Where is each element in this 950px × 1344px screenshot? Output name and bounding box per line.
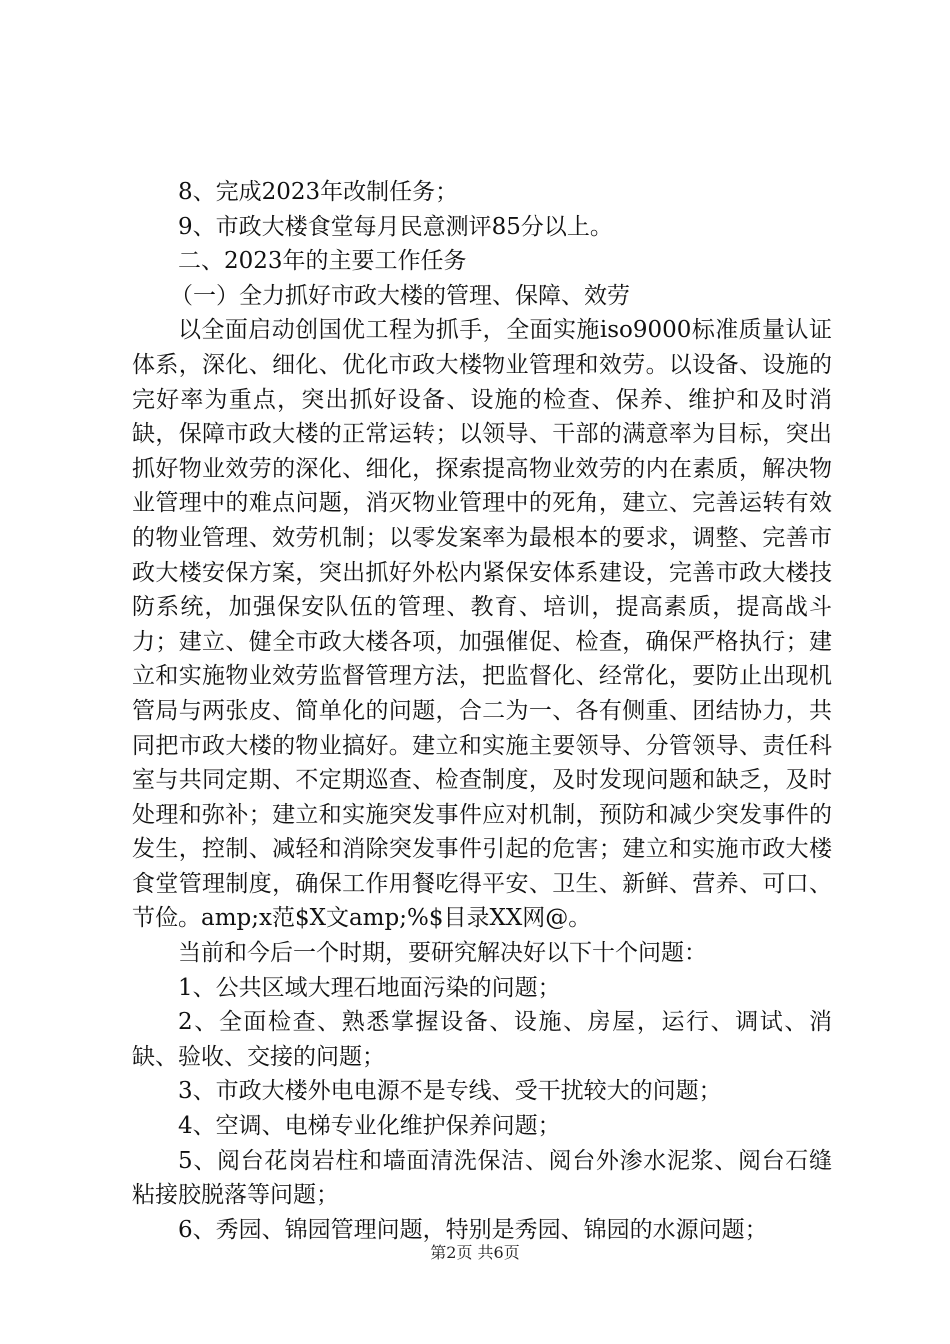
issue-item-5: 5、阅台花岗岩柱和墙面清洗保洁、阅台外渗水泥浆、阅台石缝粘接胶脱落等问题； [132,1147,832,1209]
document-body [132,175,832,1247]
section-heading-2: 二、2023年的主要工作任务 [178,248,467,275]
intro-paragraph: 当前和今后一个时期，要研究解决好以下十个问题： [178,940,707,967]
list-item-9: 9、市政大楼食堂每月民意测评85分以上。 [178,213,613,240]
issue-item-6: 6、秀园、锦园管理问题，特别是秀园、锦园的水源问题； [178,1216,768,1243]
page-footer: 第2页 共6页 [430,1243,520,1262]
issue-item-2: 2、全面检查、熟悉掌握设备、设施、房屋，运行、调试、消缺、验收、交接的问题； [132,1009,832,1070]
issue-item-4: 4、空调、电梯专业化维护保养问题； [178,1113,561,1140]
issue-item-1: 1、公共区域大理石地面污染的问题； [178,974,561,1001]
list-item-8: 8、完成2023年改制任务； [178,179,459,205]
subsection-heading-1: （一）全力抓好市政大楼的管理、保障、效劳 [170,282,630,309]
body-paragraph: 以全面启动创国优工程为抓手，全面实施iso9000标准质量认证体系，深化、细化、优化市政大楼物业管理和效劳。以设备、设施的完好率为重点，突出抓好设备、设施的检查、保养、维护和及时消缺，保障市政大楼的正常运转；以领导、干部的满意率为目标，突出抓好物业效劳的深化、细化，探索提高物业效劳的内在素质，解决物业管理中的难点问题，消灭物业管理中的死角，建立、完善运转有效的物业管理、效劳机制；以零发案率为最根本的要求，调整、完善市政大楼安保方案，突出抓好外松内紧保安体系建设，完善市政大楼技防系统，加强保安队伍的管理、教育、培训，提高素质，提高战斗力；建立、健全市政大楼各项，加强催促、检查，确保严格执行；建立和实施物业效劳监督管理方法，把监督化、经常化，要防止出现机管局与两张皮、简单化的问题，合二为一、各有侧重、团结协力，共同把市政大楼的物业搞好。建立和实施主要领导、分管领导、责任科室与共同定期、不定期巡查、检查制度，及时发现问题和缺乏，及时处理和弥补；建立和实施突发事件应对机制，预防和减少突发事件的发生，控制、减轻和消除突发事件引起的危害；建立和实施市政大楼食堂管理制度，确保工作用餐吃得平安、卫生、新鲜、营养、可口、节俭。amp;x范$X文amp;%$目录XX网@。 [132,317,832,932]
issue-item-3: 3、市政大楼外电电源不是专线、受干扰较大的问题； [178,1078,722,1105]
